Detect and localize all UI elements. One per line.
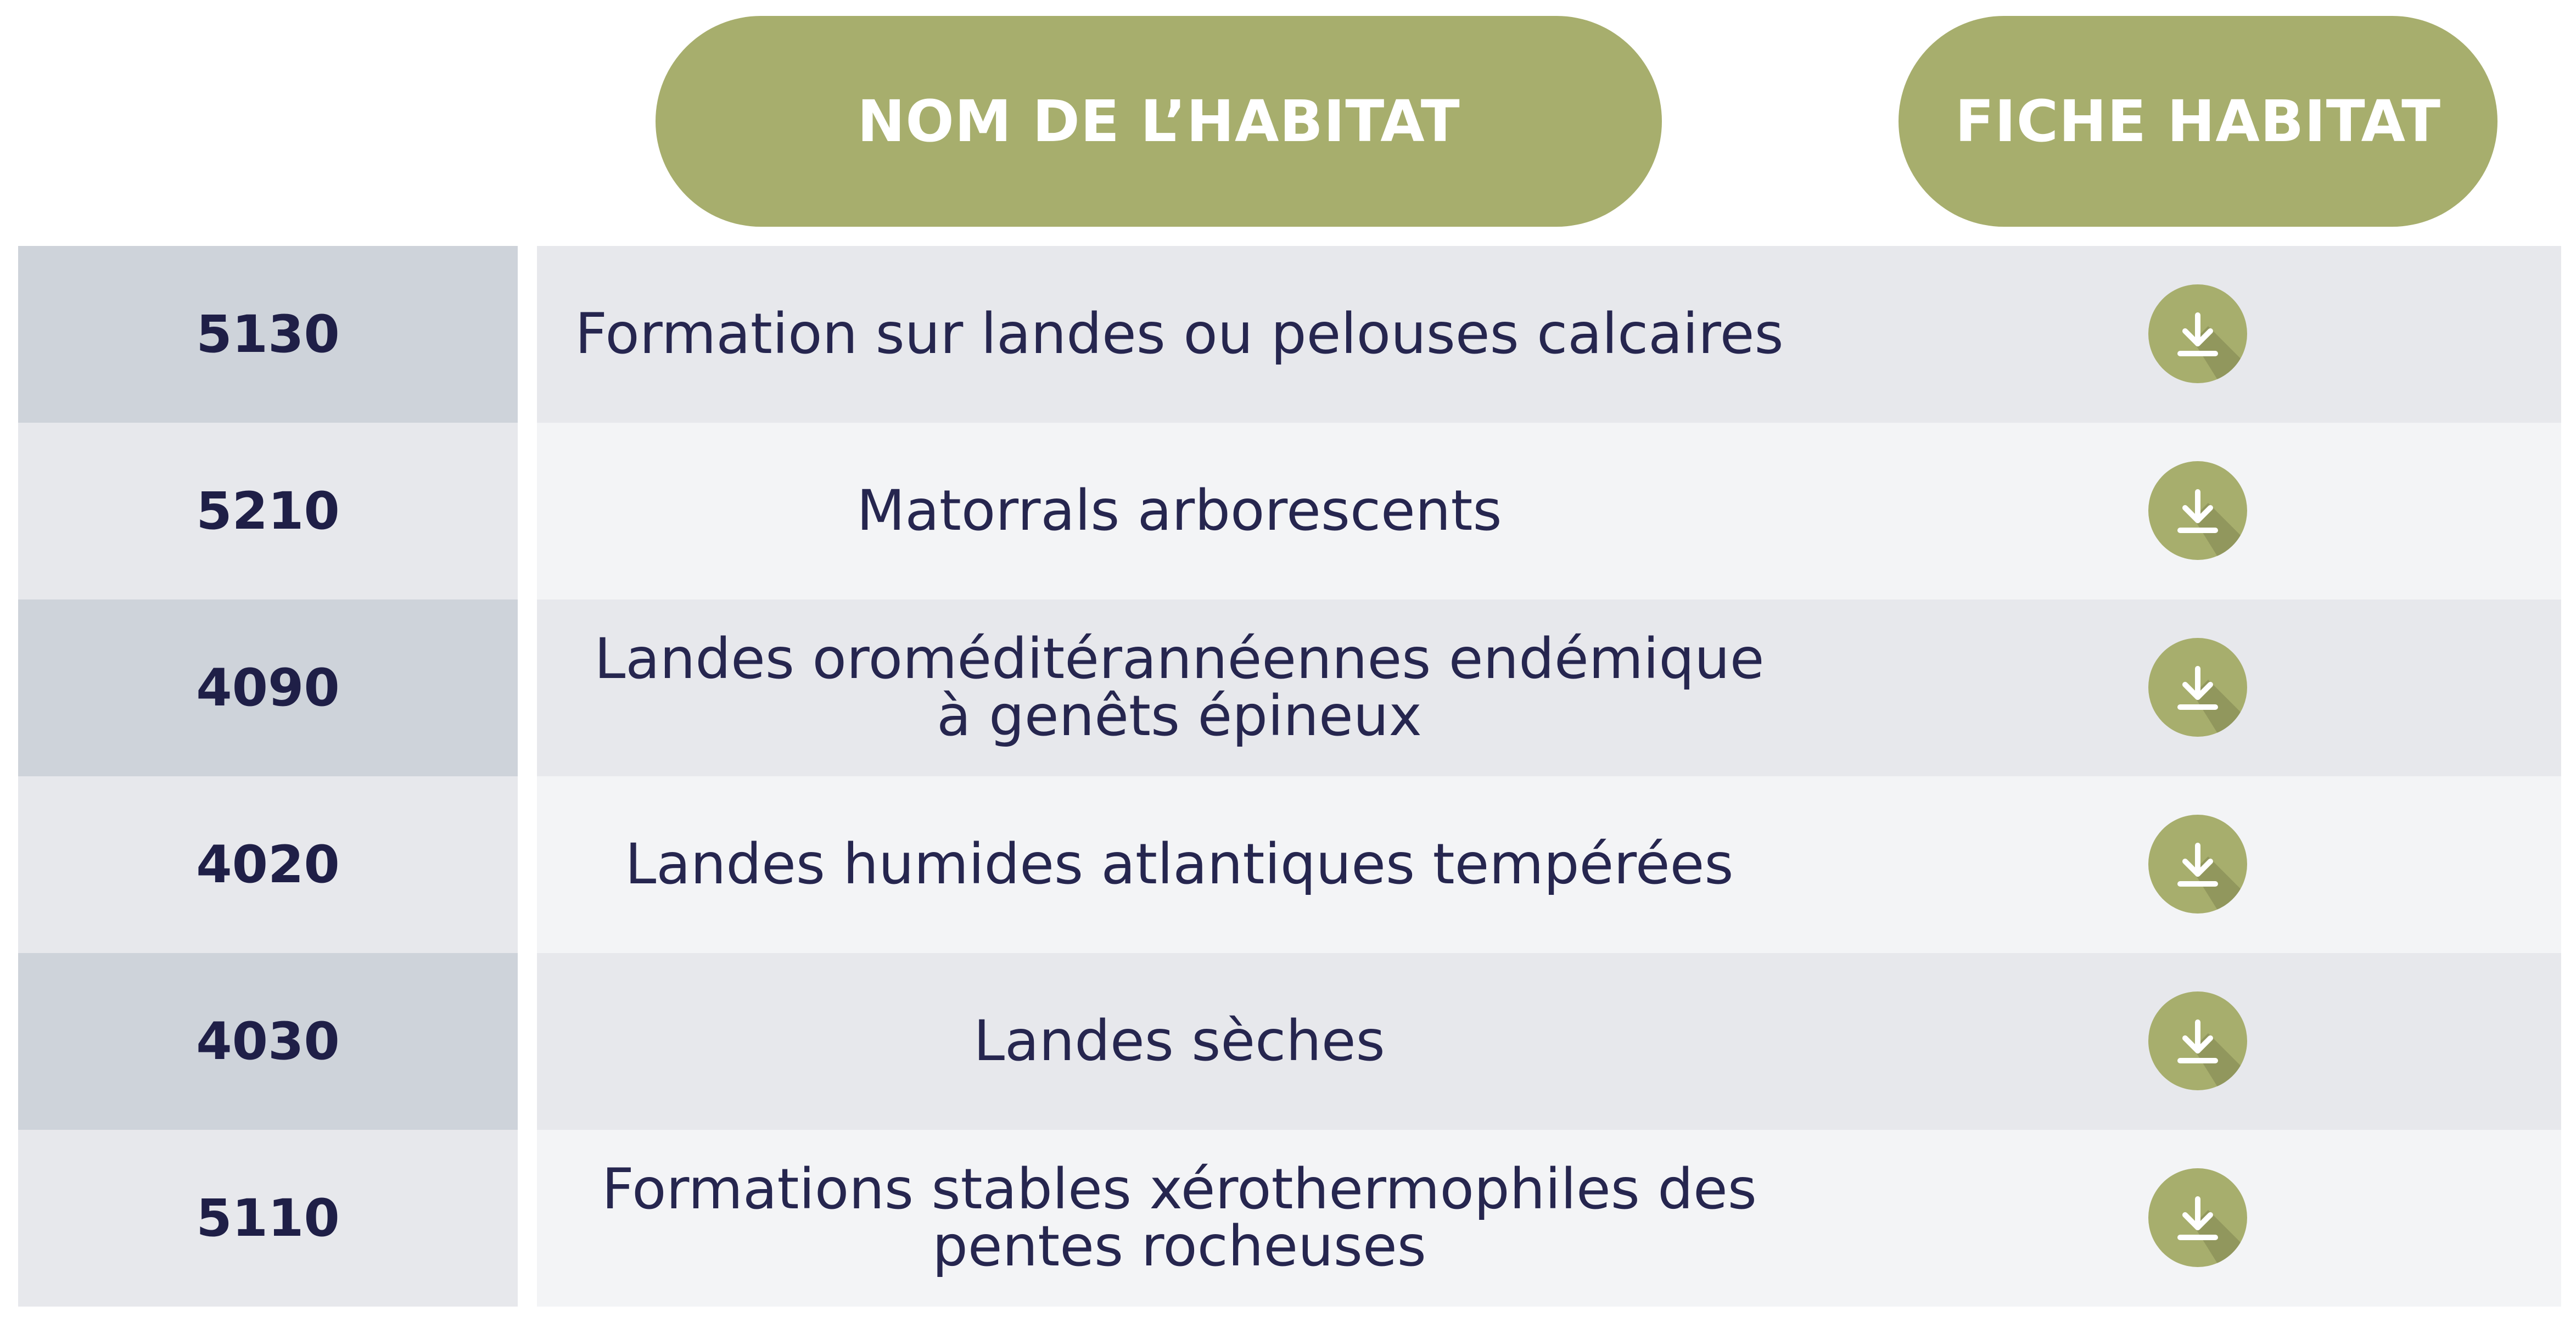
download-icon <box>2148 1168 2247 1267</box>
table-row <box>0 423 2576 599</box>
habitat-code: 4030 <box>18 953 518 1130</box>
download-icon <box>2148 991 2247 1090</box>
habitat-name <box>537 599 1822 776</box>
download-button[interactable] <box>2148 461 2247 560</box>
habitat-code: 4020 <box>18 776 518 953</box>
habitat-name <box>537 423 1822 599</box>
download-button[interactable] <box>2148 1168 2247 1267</box>
habitat-code: 5110 <box>18 1130 518 1307</box>
column-header-fiche-habitat-label: FICHE HABITAT <box>1955 88 2441 155</box>
download-icon <box>2148 815 2247 914</box>
habitat-name-line: Landes oroméditérannéennes endémique <box>594 626 1765 692</box>
download-icon <box>2148 638 2247 737</box>
habitat-row-main <box>537 953 2561 1130</box>
habitat-name-line: à genêts épineux <box>937 683 1422 749</box>
habitat-name <box>537 246 1822 423</box>
habitat-name <box>537 776 1822 953</box>
habitat-row-main <box>537 599 2561 776</box>
habitat-row-main <box>537 423 2561 599</box>
download-icon <box>2148 284 2247 383</box>
download-icon <box>2148 461 2247 560</box>
habitat-code: 4090 <box>18 599 518 776</box>
column-header-habitat-name-label: NOM DE L’HABITAT <box>857 88 1460 155</box>
habitat-name-line: Matorrals arborescents <box>856 478 1502 543</box>
download-button[interactable] <box>2148 815 2247 914</box>
habitat-name-line: Formations stables xérothermophiles des <box>602 1157 1757 1222</box>
column-header-habitat-name <box>656 16 1662 227</box>
table-row <box>0 246 2576 423</box>
habitat-row-main <box>537 1130 2561 1307</box>
habitat-name-line: Formation sur landes ou pelouses calcaires <box>575 301 1784 367</box>
download-button[interactable] <box>2148 991 2247 1090</box>
habitat-name-line: Landes humides atlantiques tempérées <box>625 832 1734 897</box>
download-button[interactable] <box>2148 638 2247 737</box>
table-row <box>0 599 2576 776</box>
table-row <box>0 1130 2576 1307</box>
habitat-code: 5130 <box>18 246 518 423</box>
habitat-name <box>537 953 1822 1130</box>
habitat-name-line: Landes sèches <box>973 1008 1385 1074</box>
habitat-row-main <box>537 776 2561 953</box>
table-row <box>0 776 2576 953</box>
habitat-name <box>537 1130 1822 1307</box>
habitat-name-line: pentes rocheuses <box>932 1214 1426 1279</box>
habitat-row-main <box>537 246 2561 423</box>
habitat-code: 5210 <box>18 423 518 599</box>
download-button[interactable] <box>2148 284 2247 383</box>
column-header-fiche-habitat <box>1899 16 2497 227</box>
table-row <box>0 953 2576 1130</box>
